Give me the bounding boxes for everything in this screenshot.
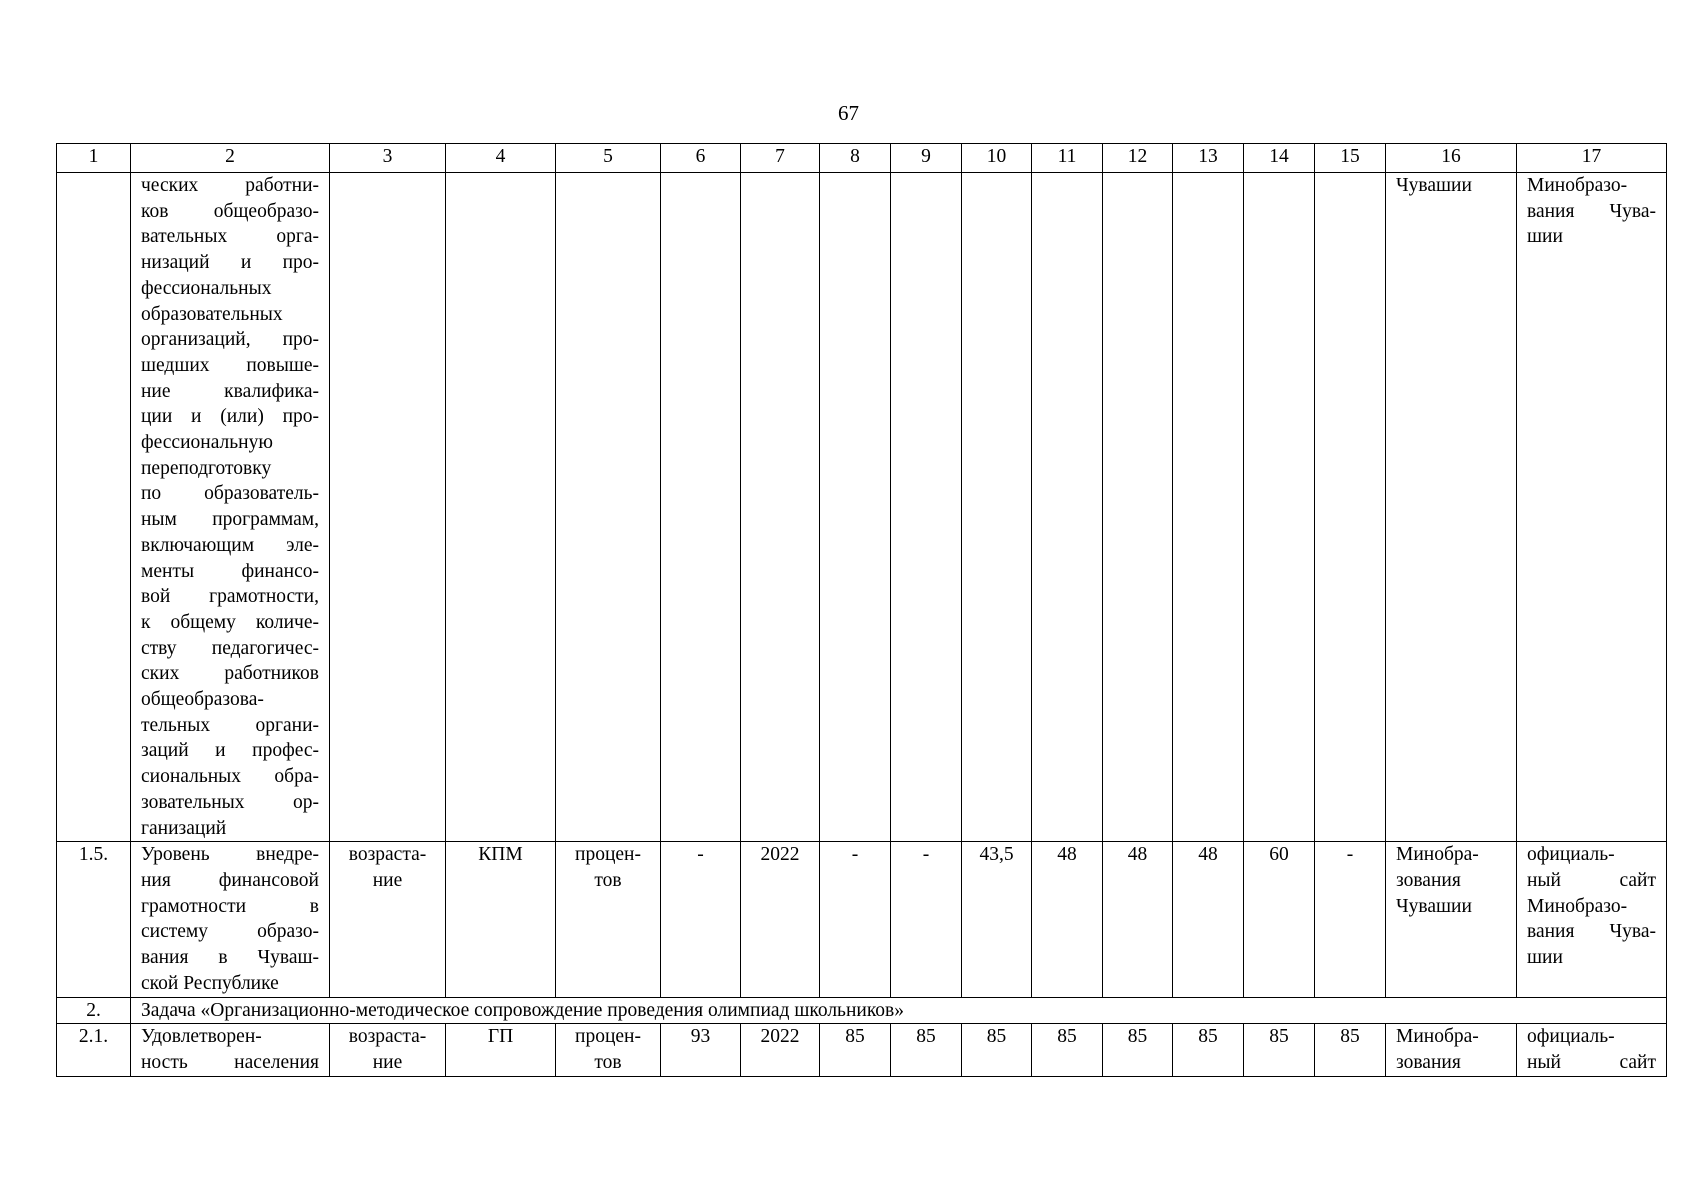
text-line: ков общеобразо-: [141, 200, 319, 222]
text-line: ный сайт: [1527, 869, 1656, 891]
value-cell-6: 93: [661, 1024, 741, 1076]
text-line: включающим эле-: [141, 534, 319, 556]
text-line: возраста-: [348, 1026, 427, 1048]
col-header-16: 16: [1386, 144, 1517, 173]
col-header-17: 17: [1517, 144, 1667, 173]
value-cell-8: 85: [820, 1024, 891, 1076]
indicator-name: [131, 1024, 330, 1076]
value-cell-15: 85: [1315, 1024, 1386, 1076]
text-line: ству педагогичес-: [141, 637, 319, 659]
text-line: тов: [594, 869, 622, 891]
indicators-table: [56, 143, 1667, 1077]
text-line: организаций, про-: [141, 329, 319, 351]
text-line: образовательных: [141, 303, 283, 325]
col-header-15: 15: [1315, 144, 1386, 173]
text-line: сиональных обра-: [141, 766, 319, 788]
text-line: ской Республике: [141, 972, 279, 994]
text-line: официаль-: [1527, 1026, 1615, 1048]
text-line: шии: [1527, 947, 1563, 969]
value-cell-13: 48: [1173, 842, 1244, 997]
text-line: ганизаций: [141, 817, 227, 839]
source-cell: [1517, 1024, 1667, 1076]
value-cell-10: 85: [962, 1024, 1032, 1076]
text-line: по образователь-: [141, 483, 319, 505]
task-number: 2.: [57, 997, 131, 1024]
indicator-row-2-1: [57, 1024, 1667, 1076]
text-line: Минобра-: [1396, 844, 1479, 866]
value-cell-9: 85: [891, 1024, 962, 1076]
cont-cell-5: [556, 173, 661, 842]
col-header-6: 6: [661, 144, 741, 173]
text-line: ность населения: [141, 1051, 319, 1073]
text-line: тов: [594, 1051, 622, 1073]
type-cell: КПМ: [446, 842, 556, 997]
col-header-11: 11: [1032, 144, 1103, 173]
text-line: ным программам,: [141, 509, 319, 531]
text-line: Минобразо-: [1527, 895, 1628, 917]
col-header-9: 9: [891, 144, 962, 173]
text-line: ный сайт: [1527, 1051, 1656, 1073]
value-cell-7: 2022: [741, 842, 820, 997]
text-line: процен-: [575, 1026, 641, 1048]
col-header-7: 7: [741, 144, 820, 173]
text-line: заций и профес-: [141, 740, 319, 762]
value-cell-6: -: [661, 842, 741, 997]
text-line: вания Чува-: [1527, 921, 1656, 943]
cont-cell-3: [330, 173, 446, 842]
text-line: переподготовку: [141, 457, 272, 479]
value-cell-11: 48: [1032, 842, 1103, 997]
col-header-5: 5: [556, 144, 661, 173]
indicator-row-1-5: [57, 842, 1667, 997]
cont-cell-12: [1103, 173, 1173, 842]
col-header-4: 4: [446, 144, 556, 173]
col-header-13: 13: [1173, 144, 1244, 173]
value-cell-13: 85: [1173, 1024, 1244, 1076]
cont-cell-13: [1173, 173, 1244, 842]
value-cell-12: 85: [1103, 1024, 1173, 1076]
col-header-10: 10: [962, 144, 1032, 173]
col-header-1: 1: [57, 144, 131, 173]
text-line: общеобразова-: [141, 689, 264, 711]
col-header-12: 12: [1103, 144, 1173, 173]
text-line: Удовлетворен-: [141, 1026, 262, 1048]
text-line: грамотности в: [141, 895, 319, 917]
text-line: шии: [1527, 226, 1563, 248]
cont-cell-11: [1032, 173, 1103, 842]
value-cell-8: -: [820, 842, 891, 997]
text-line: тельных органи-: [141, 714, 319, 736]
cont-cell-8: [820, 173, 891, 842]
text-line: низаций и про-: [141, 252, 319, 274]
trend-cell: [330, 1024, 446, 1076]
text-line: процен-: [575, 844, 641, 866]
text-line: ние квалифика-: [141, 380, 319, 402]
cont-indicator-name: [131, 173, 330, 842]
text-line: ние: [372, 869, 403, 891]
cont-cell-4: [446, 173, 556, 842]
col-header-3: 3: [330, 144, 446, 173]
cont-cell-6: [661, 173, 741, 842]
source-cell: [1517, 842, 1667, 997]
value-cell-7: 2022: [741, 1024, 820, 1076]
cont-cell-7: [741, 173, 820, 842]
page-number: 67: [838, 101, 859, 125]
task-title: Задача «Организационно-методическое сопровождение проведения олимпиад школьников»: [131, 997, 1667, 1024]
text-line: ние: [372, 1051, 403, 1073]
text-line: вания в Чуваш-: [141, 947, 319, 969]
cont-source: [1517, 173, 1667, 842]
text-line: ции и (или) про-: [141, 406, 319, 428]
text-line: вательных орга-: [141, 226, 319, 248]
text-line: к общему количе-: [141, 611, 319, 633]
text-line: Чувашии: [1396, 895, 1472, 917]
value-cell-15: -: [1315, 842, 1386, 997]
text-line: систему образо-: [141, 921, 319, 943]
text-line: зовательных ор-: [141, 791, 319, 813]
text-line: зования: [1396, 1051, 1461, 1073]
task-row-2: [57, 997, 1667, 1024]
cont-cell-14: [1244, 173, 1315, 842]
text-line: вания Чува-: [1527, 200, 1656, 222]
indicator-name: [131, 842, 330, 997]
value-cell-12: 48: [1103, 842, 1173, 997]
text-line: Уровень внедре-: [141, 844, 319, 866]
cont-cell-9: [891, 173, 962, 842]
unit-cell: [556, 1024, 661, 1076]
value-cell-14: 85: [1244, 1024, 1315, 1076]
row-number: 2.1.: [57, 1024, 131, 1076]
text-line: официаль-: [1527, 844, 1615, 866]
text-line: фессиональных: [141, 277, 272, 299]
text-line: менты финансо-: [141, 560, 319, 582]
column-number-row: [57, 144, 1667, 173]
text-line: шедших повыше-: [141, 354, 319, 376]
text-line: ния финансовой: [141, 869, 319, 891]
unit-cell: [556, 842, 661, 997]
text-line: Минобра-: [1396, 1026, 1479, 1048]
text-line: зования: [1396, 869, 1461, 891]
col-header-14: 14: [1244, 144, 1315, 173]
cont-responsible: [1386, 173, 1517, 842]
text-line: возраста-: [348, 844, 427, 866]
value-cell-11: 85: [1032, 1024, 1103, 1076]
text-line: Чувашии: [1396, 175, 1472, 196]
text-line: фессиональную: [141, 432, 273, 454]
text-line: ских работников: [141, 663, 319, 685]
cont-cell-15: [1315, 173, 1386, 842]
text-line: ческих работни-: [141, 175, 319, 196]
text-line: Минобразо-: [1527, 175, 1628, 196]
text-line: вой грамотности,: [141, 586, 319, 608]
col-header-2: 2: [131, 144, 330, 173]
responsible-cell: [1386, 842, 1517, 997]
value-cell-14: 60: [1244, 842, 1315, 997]
cont-cell-10: [962, 173, 1032, 842]
responsible-cell: [1386, 1024, 1517, 1076]
col-header-8: 8: [820, 144, 891, 173]
type-cell: ГП: [446, 1024, 556, 1076]
value-cell-10: 43,5: [962, 842, 1032, 997]
row-number: 1.5.: [57, 842, 131, 997]
trend-cell: [330, 842, 446, 997]
continuation-row: [57, 173, 1667, 842]
cont-number-cell: [57, 173, 131, 842]
value-cell-9: -: [891, 842, 962, 997]
